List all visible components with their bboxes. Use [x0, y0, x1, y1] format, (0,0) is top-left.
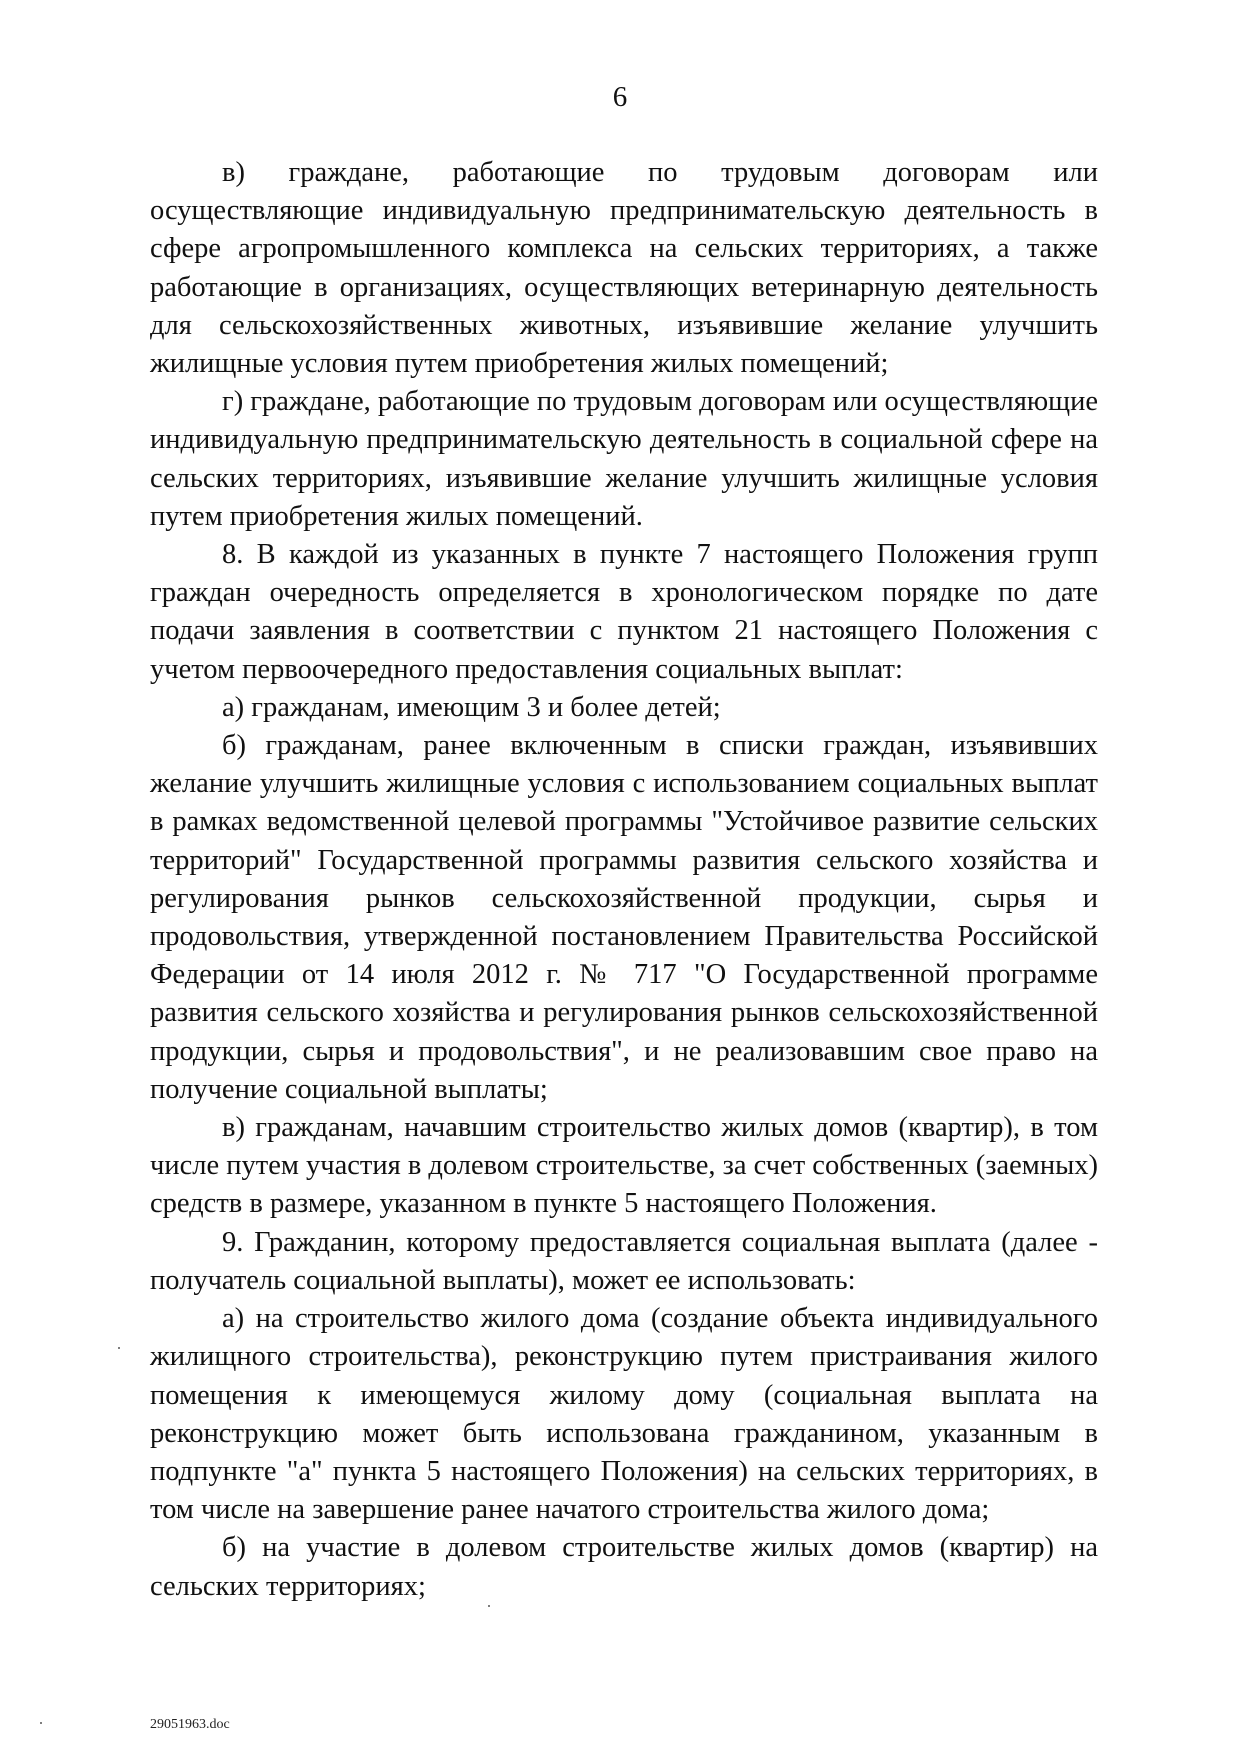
paragraph-8: 8. В каждой из указанных в пункте 7 настоящего Положения групп граждан очередность определяется в хронологическом порядке по дате подачи заявления в соответствии с пунктом 21 настоящего Положения с учетом первоочередного предоставления социальных выплат: [150, 539, 1098, 685]
page-number: 6 [612, 81, 628, 113]
paragraph-9a: а) на строительство жилого дома (создание объекта индивидуального жилищного строительства), реконструкцию путем пристраивания жилого помещения к имеющемуся жилому дому (социальная выплата на реконструкцию может быть использована гражданином, указанным в подпункте "а" пункта 5 настоящего Положения) на сельских территориях, в том числе на завершение ранее начатого строительства жилого дома; [150, 1303, 1098, 1526]
paragraph-8a: а) гражданам, имеющим 3 и более детей; [222, 691, 721, 723]
paragraph-8b: б) гражданам, ранее включенным в списки граждан, изъявивших желание улучшить жилищные условия с использованием социальных выплат в рамках ведомственной целевой программы "Устойчивое развитие сельских территорий" Государственной программы развития сельского хозяйства и регулирования рынков сельскохозяйственной продукции, сырья и продовольствия, утвержденной постановлением Правительства Российской Федерации от 14 июля 2012 г. № 717 "О Государственной программе развития сельского хозяйства и регулирования рынков сельскохозяйственной продукции, сырья и продовольствия", и не реализовавшим свое право на получение социальной выплаты; [150, 730, 1098, 1105]
paragraph-7v: в) граждане, работающие по трудовым договорам или осуществляющие индивидуальную предпринимательскую деятельность в сфере агропромышленного комплекса на сельских территориях, а также работающие в организациях, осуществляющих ветеринарную деятельность для сельскохозяйственных животных, изъявившие желание улучшить жилищные условия путем приобретения жилых помещений; [150, 157, 1098, 380]
scan-speck [118, 1347, 120, 1349]
document-body [150, 154, 1098, 1606]
paragraph-9b: б) на участие в долевом строительстве жилых домов (квартир) на сельских территориях; [150, 1532, 1098, 1602]
paragraph-7g: г) граждане, работающие по трудовым договорам или осуществляющие индивидуальную предпринимательскую деятельность в социальной сфере на сельских территориях, изъявившие желание улучшить жилищные условия путем приобретения жилых помещений. [150, 386, 1098, 532]
paragraph-8v: в) гражданам, начавшим строительство жилых домов (квартир), в том числе путем участия в долевом строительстве, за счет собственных (заемных) средств в размере, указанном в пункте 5 настоящего Положения. [150, 1112, 1098, 1220]
paragraph-9: 9. Гражданин, которому предоставляется социальная выплата (далее - получатель социальной выплаты), может ее использовать: [150, 1226, 1098, 1296]
scan-speck [488, 1605, 490, 1607]
scan-speck [40, 1722, 42, 1724]
footer-file-name: 29051963.doc [150, 1717, 230, 1732]
